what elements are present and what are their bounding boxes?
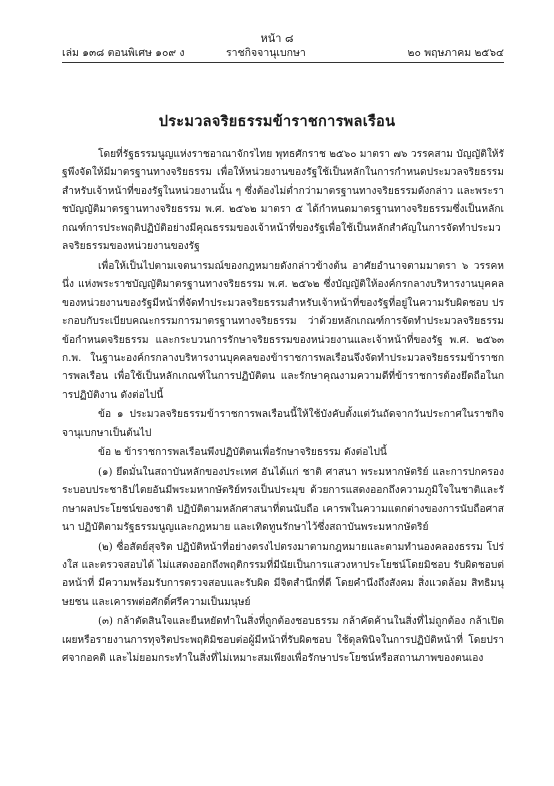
header-date: ๒๐ พฤษภาคม ๒๕๖๔ [407,47,504,59]
document-body [62,146,504,670]
header-rule [62,62,504,63]
clause-2-item-3: (๓) กล้าตัดสินใจและยืนหยัดทำในสิ่งที่ถูกต้องชอบธรรม กล้าคัดค้านในสิ่งที่ไม่ถูกต้อง กล้าเปิดเผยหรือรายงานการทุจริตประพฤติมิชอบต่อผู้มีหน้าที่รับผิดชอบ ใช้ดุลพินิจในการปฏิบัติหน้าที่ โดยปราศจากอคติ และไม่ยอมกระทำในสิ่งที่ไม่เหมาะสมเพียงเพื่อรักษาประโยชน์หรือสถานภาพของตนเอง [62,616,504,665]
paragraph-preamble: โดยที่รัฐธรรมนูญแห่งราชอาณาจักรไทย พุทธศักราช ๒๕๖๐ มาตรา ๗๖ วรรคสาม บัญญัติให้รัฐพึงจัดให้มีมาตรฐานทางจริยธรรม เพื่อให้หน่วยงานของรัฐใช้เป็นหลักในการกำหนดประมวลจริยธรรมสำหรับเจ้าหน้าที่ของรัฐในหน่วยงานนั้น ๆ ซึ่งต้องไม่ต่ำกว่ามาตรฐานทางจริยธรรมดังกล่าว และพระราชบัญญัติมาตรฐานทางจริยธรรม พ.ศ. ๒๕๖๒ มาตรา ๕ ได้กำหนดมาตรฐานทางจริยธรรมซึ่งเป็นหลักเกณฑ์การประพฤติปฏิบัติอย่างมีคุณธรรมของเจ้าหน้าที่ของรัฐเพื่อใช้เป็นหลักสำคัญในการจัดทำประมวลจริยธรรมของหน่วยงานของรัฐ [62,149,504,253]
document-title: ประมวลจริยธรรมข้าราชการพลเรือน [158,113,396,130]
paragraph-authority: เพื่อให้เป็นไปตามเจตนารมณ์ของกฎหมายดังกล่าวข้างต้น อาศัยอำนาจตามมาตรา ๖ วรรคหนึ่ง แห่งพระราชบัญญัติมาตรฐานทางจริยธรรม พ.ศ. ๒๕๖๒ ซึ่งบัญญัติให้องค์กรกลางบริหารงานบุคคลของหน่วยงานของรัฐมีหน้าที่จัดทำประมวลจริยธรรมสำหรับเจ้าหน้าที่ของรัฐที่อยู่ในความรับผิดชอบ ประกอบกับระเบียบคณะกรรมการมาตรฐานทางจริยธรรม ว่าด้วยหลักเกณฑ์การจัดทำประมวลจริยธรรม ข้อกำหนดจริยธรรม และกระบวนการรักษาจริยธรรมของหน่วยงานและเจ้าหน้าที่ของรัฐ พ.ศ. ๒๕๖๓ ก.พ. ในฐานะองค์กรกลางบริหารงานบุคคลของข้าราชการพลเรือนจึงจัดทำประมวลจริยธรรมข้าราชการพลเรือน เพื่อใช้เป็นหลักเกณฑ์ในการปฏิบัติตน และรักษาคุณงามความดีที่ข้าราชการต้องยึดถือในการปฏิบัติงาน ดังต่อไปนี้ [62,260,504,401]
page-number: หน้า ๘ [260,32,294,45]
header-gazette-name: ราชกิจจานุเบกษา [226,47,306,59]
clause-2-item-1: (๑) ยึดมั่นในสถาบันหลักของประเทศ อันได้แก่ ชาติ ศาสนา พระมหากษัตริย์ และการปกครองระบอบประชาธิปไตยอันมีพระมหากษัตริย์ทรงเป็นประมุข ด้วยการแสดงออกถึงความภูมิใจในชาติและรักษาผลประโยชน์ของชาติ ปฏิบัติตามหลักศาสนาที่ตนนับถือ เคารพในความแตกต่างของการนับถือศาสนา ปฏิบัติตามรัฐธรรมนูญและกฎหมาย และเทิดทูนรักษาไว้ซึ่งสถาบันพระมหากษัตริย์ [62,466,504,534]
clause-2-item-2: (๒) ซื่อสัตย์สุจริต ปฏิบัติหน้าที่อย่างตรงไปตรงมาตามกฎหมายและตามทำนองคลองธรรม โปร่งใส และตรวจสอบได้ ไม่แสดงออกถึงพฤติกรรมที่มีนัยเป็นการแสวงหาประโยชน์โดยมิชอบ รับผิดชอบต่อหน้าที่ มีความพร้อมรับการตรวจสอบและรับผิด มีจิตสำนึกที่ดี โดยคำนึงถึงสังคม สิ่งแวดล้อม สิทธิมนุษยชน และเคารพต่อศักดิ์ศรีความเป็นมนุษย์ [62,541,504,608]
header-volume: เล่ม ๑๓๘ ตอนพิเศษ ๑๐๙ ง [62,47,185,59]
clause-2: ข้อ ๒ ข้าราชการพลเรือนพึงปฏิบัติตนเพื่อรักษาจริยธรรม ดังต่อไปนี้ [98,447,387,459]
running-header [62,44,504,60]
clause-1: ข้อ ๑ ประมวลจริยธรรมข้าราชการพลเรือนนี้ให้ใช้บังคับตั้งแต่วันถัดจากวันประกาศในราชกิจจานุเบกษาเป็นต้นไป [62,409,504,439]
